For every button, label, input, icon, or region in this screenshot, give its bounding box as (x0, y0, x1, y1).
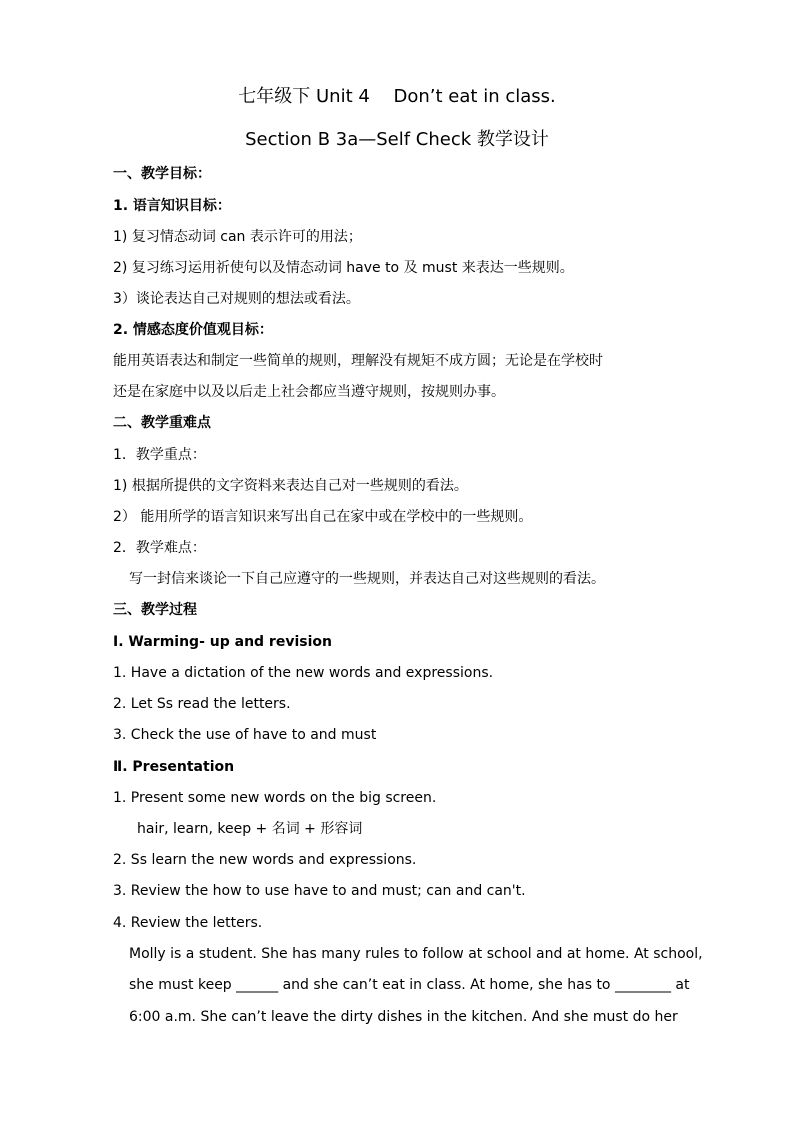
document-subtitle: Section B 3a—Self Check 教学设计 (245, 129, 549, 150)
step-title-warming-up: Ⅰ. Warming- up and revision (113, 634, 332, 650)
subheading-key-point: 1．教学重点： (113, 447, 206, 463)
document-title: 七年级下 Unit 4 Don’t eat in class. (238, 86, 556, 107)
step-line: 1. Have a dictation of the new words and expressions. (113, 665, 494, 681)
section-heading-process: 三、教学过程 (113, 602, 197, 618)
list-item: 写一封信来谈论一下自己应遵守的一些规则，并表达自己对这些规则的看法。 (129, 571, 605, 587)
step-line: 3. Check the use of have to and must (113, 727, 377, 743)
passage-line: 6:00 a.m. She can’t leave the dirty dishes in the kitchen. And she must do her (129, 1009, 678, 1025)
step-line: 2. Ss learn the new words and expressions. (113, 852, 417, 868)
step-title-presentation: Ⅱ. Presentation (113, 759, 235, 775)
step-line: 4. Review the letters. (113, 915, 263, 931)
step-line: 1. Present some new words on the big screen. (113, 790, 437, 806)
passage-line: Molly is a student. She has many rules to follow at school and at home. At school, (129, 946, 703, 962)
section-heading-key-points: 二、教学重难点 (113, 415, 211, 431)
section-heading-objectives: 一、教学目标： (113, 166, 211, 182)
step-line: 3. Review the how to use have to and must; can and can't. (113, 883, 526, 899)
subheading-language-knowledge: 1. 语言知识目标： (113, 198, 231, 214)
list-item: 2） 能用所学的语言知识来写出自己在家中或在学校中的一些规则。 (113, 509, 533, 525)
paragraph-line: 能用英语表达和制定一些简单的规则，理解没有规矩不成方圆；无论是在学校时 (113, 353, 603, 369)
list-item: 1) 根据所提供的文字资料来表达自己对一些规则的看法。 (113, 478, 468, 494)
step-line: hair, learn, keep + 名词 + 形容词 (137, 821, 363, 837)
list-item: 2) 复习练习运用祈使句以及情态动词 have to 及 must 来表达一些规则。 (113, 260, 574, 276)
paragraph-line: 还是在家庭中以及以后走上社会都应当遵守规则，按规则办事。 (113, 384, 505, 400)
passage-line: she must keep ______ and she can’t eat in class. At home, she has to ________ at (129, 977, 690, 993)
step-line: 2. Let Ss read the letters. (113, 696, 291, 712)
list-item: 3）谈论表达自己对规则的想法或看法。 (113, 291, 360, 307)
subheading-emotional-goals: 2. 情感态度价值观目标： (113, 322, 273, 338)
subheading-difficult-point: 2．教学难点： (113, 540, 206, 556)
list-item: 1) 复习情态动词 can 表示许可的用法； (113, 229, 362, 245)
